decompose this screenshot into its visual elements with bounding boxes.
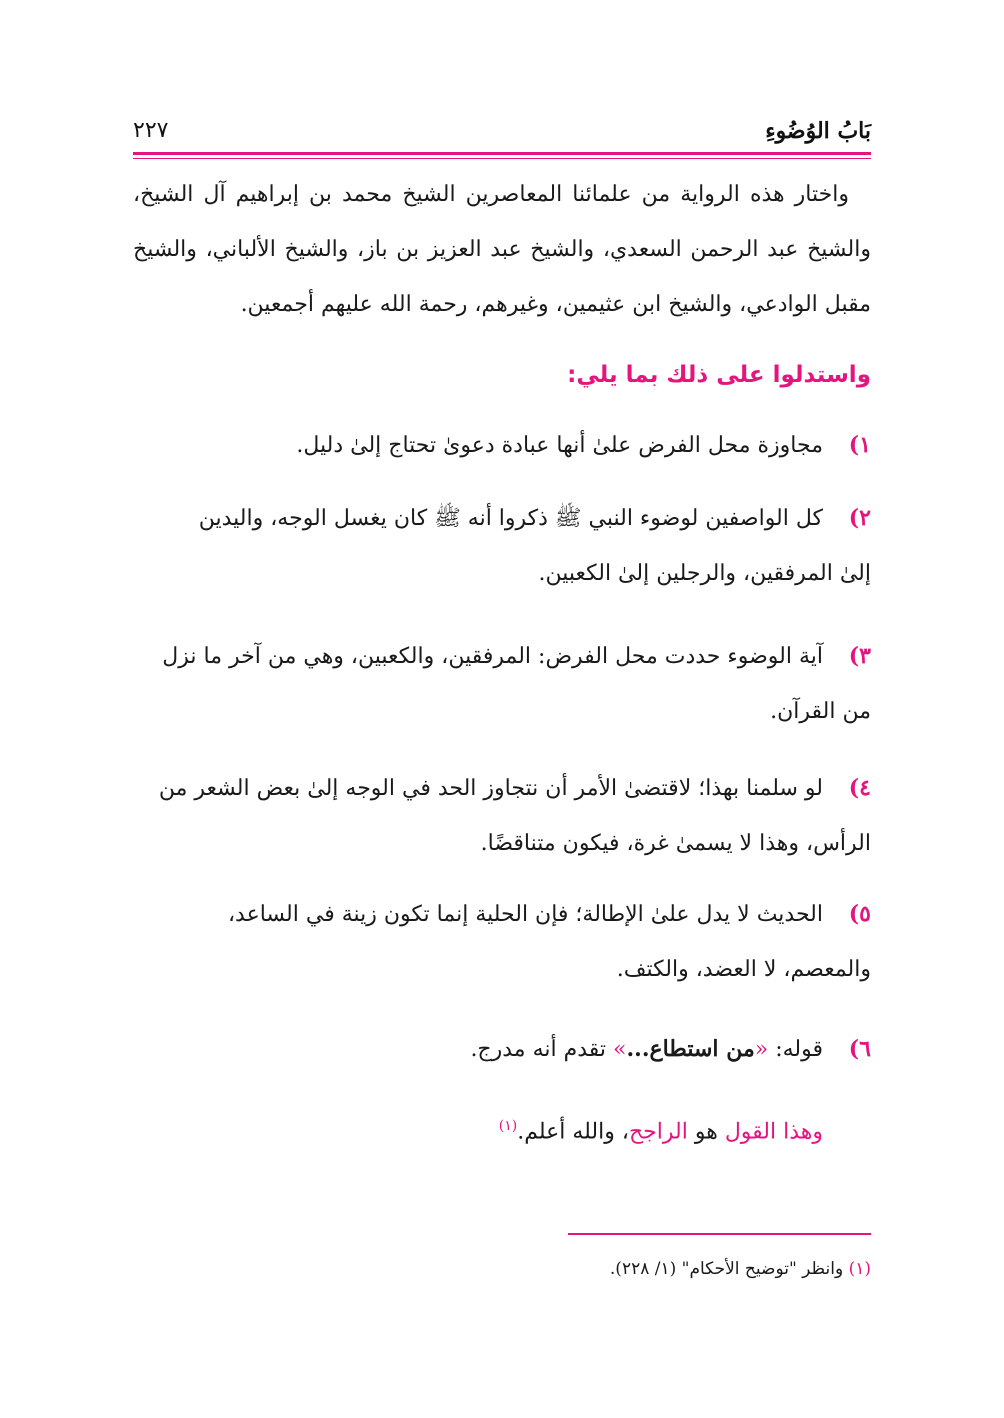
item-text-continued: والمعصم، لا العضد، والكتف.: [616, 957, 871, 982]
footnote-rule: [568, 1233, 871, 1235]
list-item: [133, 887, 871, 997]
closing-phrase: وهذا القول: [724, 1119, 823, 1145]
item-number: ٢): [848, 505, 871, 531]
page-header: [133, 112, 871, 152]
item-prefix: قوله:: [775, 1037, 823, 1062]
closing-end: ، والله أعلم.: [517, 1119, 629, 1145]
footnote: [610, 1254, 871, 1284]
section-heading: واستدلوا على ذلك بما يلي:: [567, 362, 871, 388]
item-number: ٣): [848, 643, 871, 669]
list-item: [133, 1022, 871, 1077]
item-text: الحديث لا يدل علىٰ الإطالة؛ فإن الحلية إنما تكون زينة في الساعد،: [227, 902, 823, 927]
chapter-title: بَابُ الوُضُوءِ: [765, 118, 871, 144]
page-number: ٢٢٧: [133, 118, 169, 143]
quote-open-mark: «: [754, 1037, 769, 1062]
item-number: ٤): [848, 775, 871, 801]
closing-word: هو: [694, 1119, 718, 1145]
item-number: ٥): [848, 901, 871, 927]
item-number: ١): [848, 432, 871, 458]
list-item: [133, 629, 871, 739]
header-rule-thin: [133, 158, 871, 159]
item-text: لو سلمنا بهذا؛ لاقتضىٰ الأمر أن نتجاوز الحد في الوجه إلىٰ بعض الشعر من: [158, 776, 823, 801]
closing-statement: [499, 1099, 823, 1159]
intro-paragraph: واختار هذه الرواية من علمائنا المعاصرين الشيخ محمد بن إبراهيم آل الشيخ، والشيخ عبد الرحمن السعدي، والشيخ عبد العزيز بن باز، والشيخ الألباني، والشيخ مقبل الوادعي، والشيخ ابن عثيمين، وغيرهم، رحمة الله عليهم أجمعين.: [133, 182, 871, 317]
header-rule-thick: [133, 152, 871, 155]
footnote-number: (١): [848, 1259, 871, 1279]
list-item: [133, 418, 871, 473]
list-item: [133, 761, 871, 871]
item-text: مجاوزة محل الفرض علىٰ أنها عبادة دعوىٰ تحتاج إلىٰ دليل.: [296, 433, 823, 458]
item-suffix: تقدم أنه مدرج.: [470, 1037, 607, 1062]
item-text-continued: الرأس، وهذا لا يسمىٰ غرة، فيكون متناقضًا.: [480, 831, 871, 856]
quoted-text: من استطاع...: [626, 1036, 755, 1062]
quote-close-mark: »: [613, 1037, 627, 1062]
footnote-reference[interactable]: (١): [498, 1118, 518, 1134]
footnote-text: وانظر "توضيح الأحكام" (١/ ٢٢٨).: [609, 1259, 844, 1279]
list-item: [133, 491, 871, 601]
item-number: ٦): [848, 1036, 871, 1062]
item-text-continued: من القرآن.: [770, 699, 871, 724]
closing-preferred: الراجح: [628, 1119, 688, 1145]
item-text: آية الوضوء حددت محل الفرض: المرفقين، والكعبين، وهي من آخر ما نزل: [162, 644, 823, 669]
item-text: كل الواصفين لوضوء النبي ﷺ ذكروا أنه ﷺ كان يغسل الوجه، واليدين: [198, 506, 823, 531]
item-text-continued: إلىٰ المرفقين، والرجلين إلىٰ الكعبين.: [538, 561, 871, 586]
